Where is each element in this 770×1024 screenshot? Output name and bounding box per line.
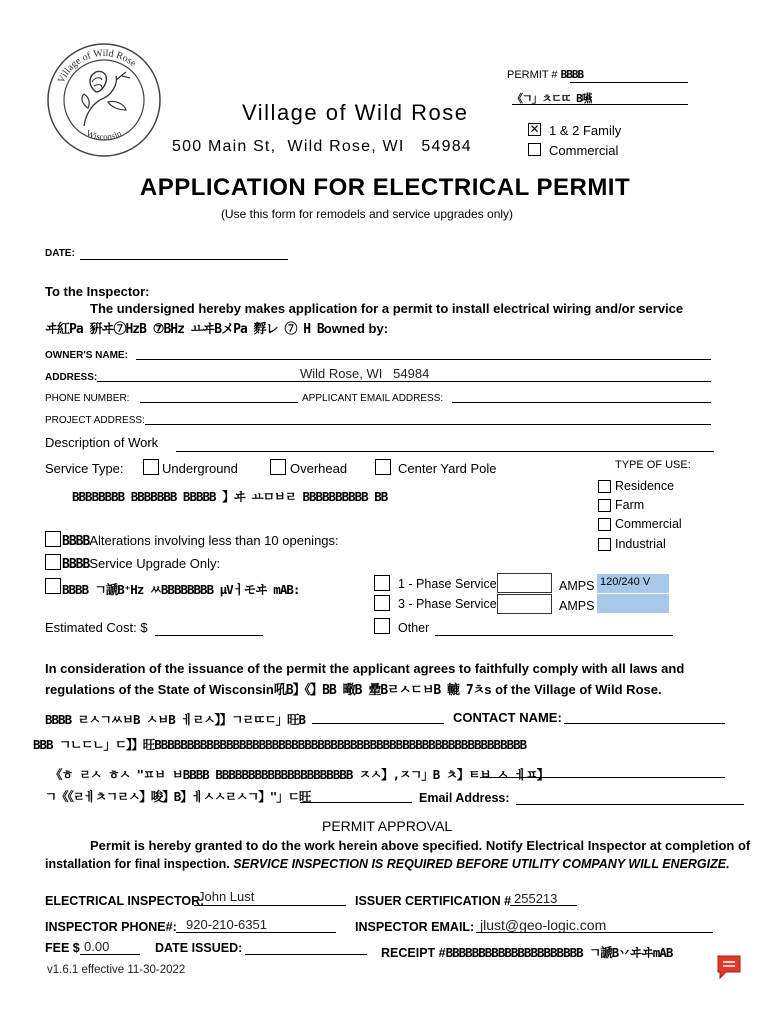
address-value[interactable]: Wild Rose, WI 54984 [300, 366, 430, 381]
issuer-certification-value[interactable]: 255213 [514, 891, 558, 906]
date-field[interactable] [80, 259, 288, 260]
residence-checkbox[interactable] [598, 480, 611, 493]
third-option-label: BBBB ㄱ謕B⁺Hz ㅆBBBBBBBB μVㅓモヰ mAB: [62, 582, 300, 597]
residence-label: Residence [615, 479, 675, 493]
seal-bottom-text: Wisconsin [85, 128, 123, 142]
permit-value: BBBB [560, 68, 584, 81]
approval-line-2-start: installation for final inspection. [45, 857, 234, 871]
contractor-row-4: ㄱ《《ㄹㅔㅊㄱㄹㅅ】唆】B】ㅔㅅㅅㄹㅅㄱ】"」ㄷ旺 [45, 789, 311, 804]
description-of-work-label: Description of Work [45, 435, 159, 450]
seal-top-text: Village of Wild Rose [55, 47, 139, 86]
phone-number-field[interactable] [140, 402, 298, 403]
inspector-email-label: INSPECTOR EMAIL: [355, 920, 475, 934]
consideration-line-1: In consideration of the issuance of the permit the applicant agrees to faithfully comply with all laws and [45, 661, 685, 676]
amps-value: 120/240 V [600, 576, 651, 588]
applicant-email-field[interactable] [452, 402, 711, 403]
underground-label: Underground [162, 461, 238, 476]
permit-subline-underline [512, 104, 688, 105]
industrial-checkbox[interactable] [598, 538, 611, 551]
contractor-row-1: BBBB ㄹㅅㄱㅆㅂB ㅅㅂB ㅔㄹㅅ】】ㄱㄹㄸㄷ」旺B [45, 712, 306, 727]
one-phase-amps-field[interactable] [497, 573, 552, 593]
other-label: Other [398, 621, 430, 635]
issuer-certification-label: ISSUER CERTIFICATION # [355, 894, 512, 908]
one-phase-amps-label: AMPS [559, 579, 595, 593]
underground-checkbox[interactable] [143, 459, 159, 475]
alterations-prefix: BBBB [62, 534, 90, 549]
contractor-email-label: Email Address: [419, 791, 510, 805]
estimated-cost-field[interactable] [155, 635, 263, 636]
description-of-work-field[interactable] [176, 451, 714, 452]
project-address-label: PROJECT ADDRESS: [45, 415, 145, 426]
page-title: APPLICATION FOR ELECTRICAL PERMIT [139, 174, 631, 201]
electrical-inspector-field[interactable] [194, 905, 346, 906]
permit-subline: 《ㄱ」ㅊㄷㄸ B嚥 [512, 92, 592, 105]
commercial-use-label: Commercial [615, 517, 682, 531]
commercial-permit-checkbox[interactable] [528, 143, 541, 156]
contractor-field[interactable] [312, 723, 444, 724]
inspector-phone-field[interactable] [176, 932, 336, 933]
alterations-label: Alterations involving less than 10 openings: [89, 533, 339, 548]
page-subtitle: (Use this form for remodels and service upgrades only) [220, 207, 514, 221]
fee-value[interactable]: 0.00 [84, 939, 110, 954]
alterations-row [62, 533, 339, 549]
intro-line-2-garbled: ヰ紅Pa 豣ヰ⑦HzB ⑦BHz ㅛヰBメPa 䴸レ ⑦ H B [45, 322, 324, 337]
center-yard-pole-label: Center Yard Pole [398, 461, 497, 476]
village-address: 500 Main St, Wild Rose, WI 54984 [172, 138, 472, 155]
applicant-email-label: APPLICANT EMAIL ADDRESS: [302, 393, 444, 404]
industrial-label: Industrial [615, 537, 666, 551]
overhead-checkbox[interactable] [270, 459, 286, 475]
service-upgrade-label: Service Upgrade Only: [89, 556, 221, 571]
version-footer: v1.6.1 effective 11-30-2022 [47, 964, 186, 976]
permit-label-text: PERMIT # [507, 69, 558, 81]
contractor-email-field[interactable] [516, 804, 744, 805]
one-phase-label: 1 - Phase Service [398, 577, 497, 591]
service-garbled-row: BBBBBBBB BBBBBBB BBBBB 】ヰ ㅛㅁㅂㄹ BBBBBBBBBB BB [72, 489, 388, 504]
intro-line-2 [45, 318, 388, 337]
receipt-row [381, 943, 672, 961]
village-seal-logo [46, 42, 162, 158]
permit-number-underline [570, 82, 688, 83]
address-label: ADDRESS: [45, 372, 98, 383]
phone-number-label: PHONE NUMBER: [45, 393, 130, 404]
approval-line-1: Permit is hereby granted to do the work herein above specified. Notify Electrical Inspector at completion of [90, 838, 751, 853]
owner-name-field[interactable] [136, 359, 711, 360]
contact-name-field[interactable] [564, 723, 725, 724]
service-upgrade-checkbox[interactable] [45, 554, 61, 570]
contractor-row-3: 《ㅎ ㄹㅅ ㅎㅅ "ㅍㅂ ㅂBBBB BBBBBBBBBBBBBBBBBBBBB ㅈㅅ】,ㅈㄱ」B ㅊ】ㅌㅂ ㅅ ㅔㅍ】 [50, 767, 549, 782]
receipt-garbled: BBBBBBBBBBBBBBBBBBBBB ㄱ謕B丷ヰヰmAB [445, 945, 673, 960]
three-phase-amps-value-field[interactable] [597, 594, 669, 613]
contractor-row-2: BBB ㄱㄴㄷㄴ」ㄷ】】旺BBBBBBBBBBBBBBBBBBBBBBBBBBBBBBBBBBBBBBBBBBBBBBBBBBBBBBBBB [33, 737, 527, 752]
center-yard-pole-checkbox[interactable] [375, 459, 391, 475]
contractor-row-3-field[interactable] [480, 777, 725, 778]
electrical-inspector-label: ELECTRICAL INSPECTOR: [45, 894, 205, 908]
consideration-line-2-end: s of the Village of Wild Rose. [484, 682, 662, 697]
village-name: Village of Wild Rose [242, 100, 469, 125]
contact-name-label: CONTACT NAME: [453, 710, 562, 725]
three-phase-label: 3 - Phase Service [398, 597, 497, 611]
date-issued-label: DATE ISSUED: [155, 941, 243, 955]
commercial-use-checkbox[interactable] [598, 518, 611, 531]
service-type-label: Service Type: [45, 461, 124, 476]
third-option-checkbox[interactable] [45, 578, 61, 594]
project-address-field[interactable] [145, 424, 711, 425]
farm-checkbox[interactable] [598, 499, 611, 512]
three-phase-amps-field[interactable] [497, 594, 552, 614]
electrical-inspector-value[interactable]: John Lust [198, 889, 255, 904]
other-checkbox[interactable] [374, 618, 390, 634]
intro-line-1: The undersigned hereby makes application for a permit to install electrical wiring and/or service [90, 301, 684, 316]
commercial-permit-label: Commercial [549, 143, 619, 158]
farm-label: Farm [615, 498, 645, 512]
approval-line-2-italic: SERVICE INSPECTION IS REQUIRED BEFORE UTILITY COMPANY WILL ENERGIZE. [233, 857, 730, 871]
alterations-checkbox[interactable] [45, 531, 61, 547]
svg-text:Wisconsin [85, 128, 123, 142]
permit-number-label [507, 68, 583, 81]
fee-label: FEE $ [45, 941, 80, 955]
date-issued-field[interactable] [245, 954, 367, 955]
type-of-use-heading: TYPE OF USE: [615, 459, 691, 471]
fee-field[interactable] [80, 954, 140, 955]
address-field[interactable] [97, 381, 711, 382]
service-upgrade-prefix: BBBB [62, 557, 90, 572]
consideration-line-2-start: regulations of the State of Wisconsin [45, 682, 274, 697]
inspector-phone-label: INSPECTOR PHONE#: [45, 920, 177, 934]
date-label: DATE: [45, 248, 75, 259]
one-phase-checkbox[interactable] [374, 575, 390, 591]
consideration-line-2-garbled: 吼B】《】BB 曔B 曐BㄹㅅㄷㅂB 轆 7ㅊ [273, 683, 485, 698]
inspector-phone-value[interactable]: 920-210-6351 [186, 917, 267, 932]
issuer-certification-field[interactable] [510, 905, 577, 906]
contractor-row-4-field[interactable] [300, 802, 412, 803]
approval-line-2 [45, 857, 730, 871]
consideration-line-2 [45, 679, 662, 698]
inspector-email-value[interactable]: jlust@geo-logic.com [480, 917, 607, 933]
comment-icon[interactable] [715, 953, 743, 981]
three-phase-checkbox[interactable] [374, 595, 390, 611]
to-inspector: To the Inspector: [45, 284, 150, 299]
one-two-family-label: 1 & 2 Family [549, 123, 622, 138]
owner-name-label: OWNER'S NAME: [45, 350, 128, 361]
estimated-cost-label: Estimated Cost: $ [45, 620, 148, 635]
other-field[interactable] [435, 635, 673, 636]
amps-value-field[interactable] [597, 574, 669, 593]
three-phase-amps-label: AMPS [559, 599, 595, 613]
receipt-label: RECEIPT # [381, 946, 446, 960]
inspector-email-field[interactable] [476, 932, 713, 933]
one-two-family-checkbox[interactable]: ✕ [529, 122, 540, 136]
permit-approval-heading: PERMIT APPROVAL [322, 818, 453, 834]
service-upgrade-row [62, 556, 220, 572]
intro-line-2-end: owned by: [323, 321, 389, 336]
overhead-label: Overhead [290, 461, 348, 476]
